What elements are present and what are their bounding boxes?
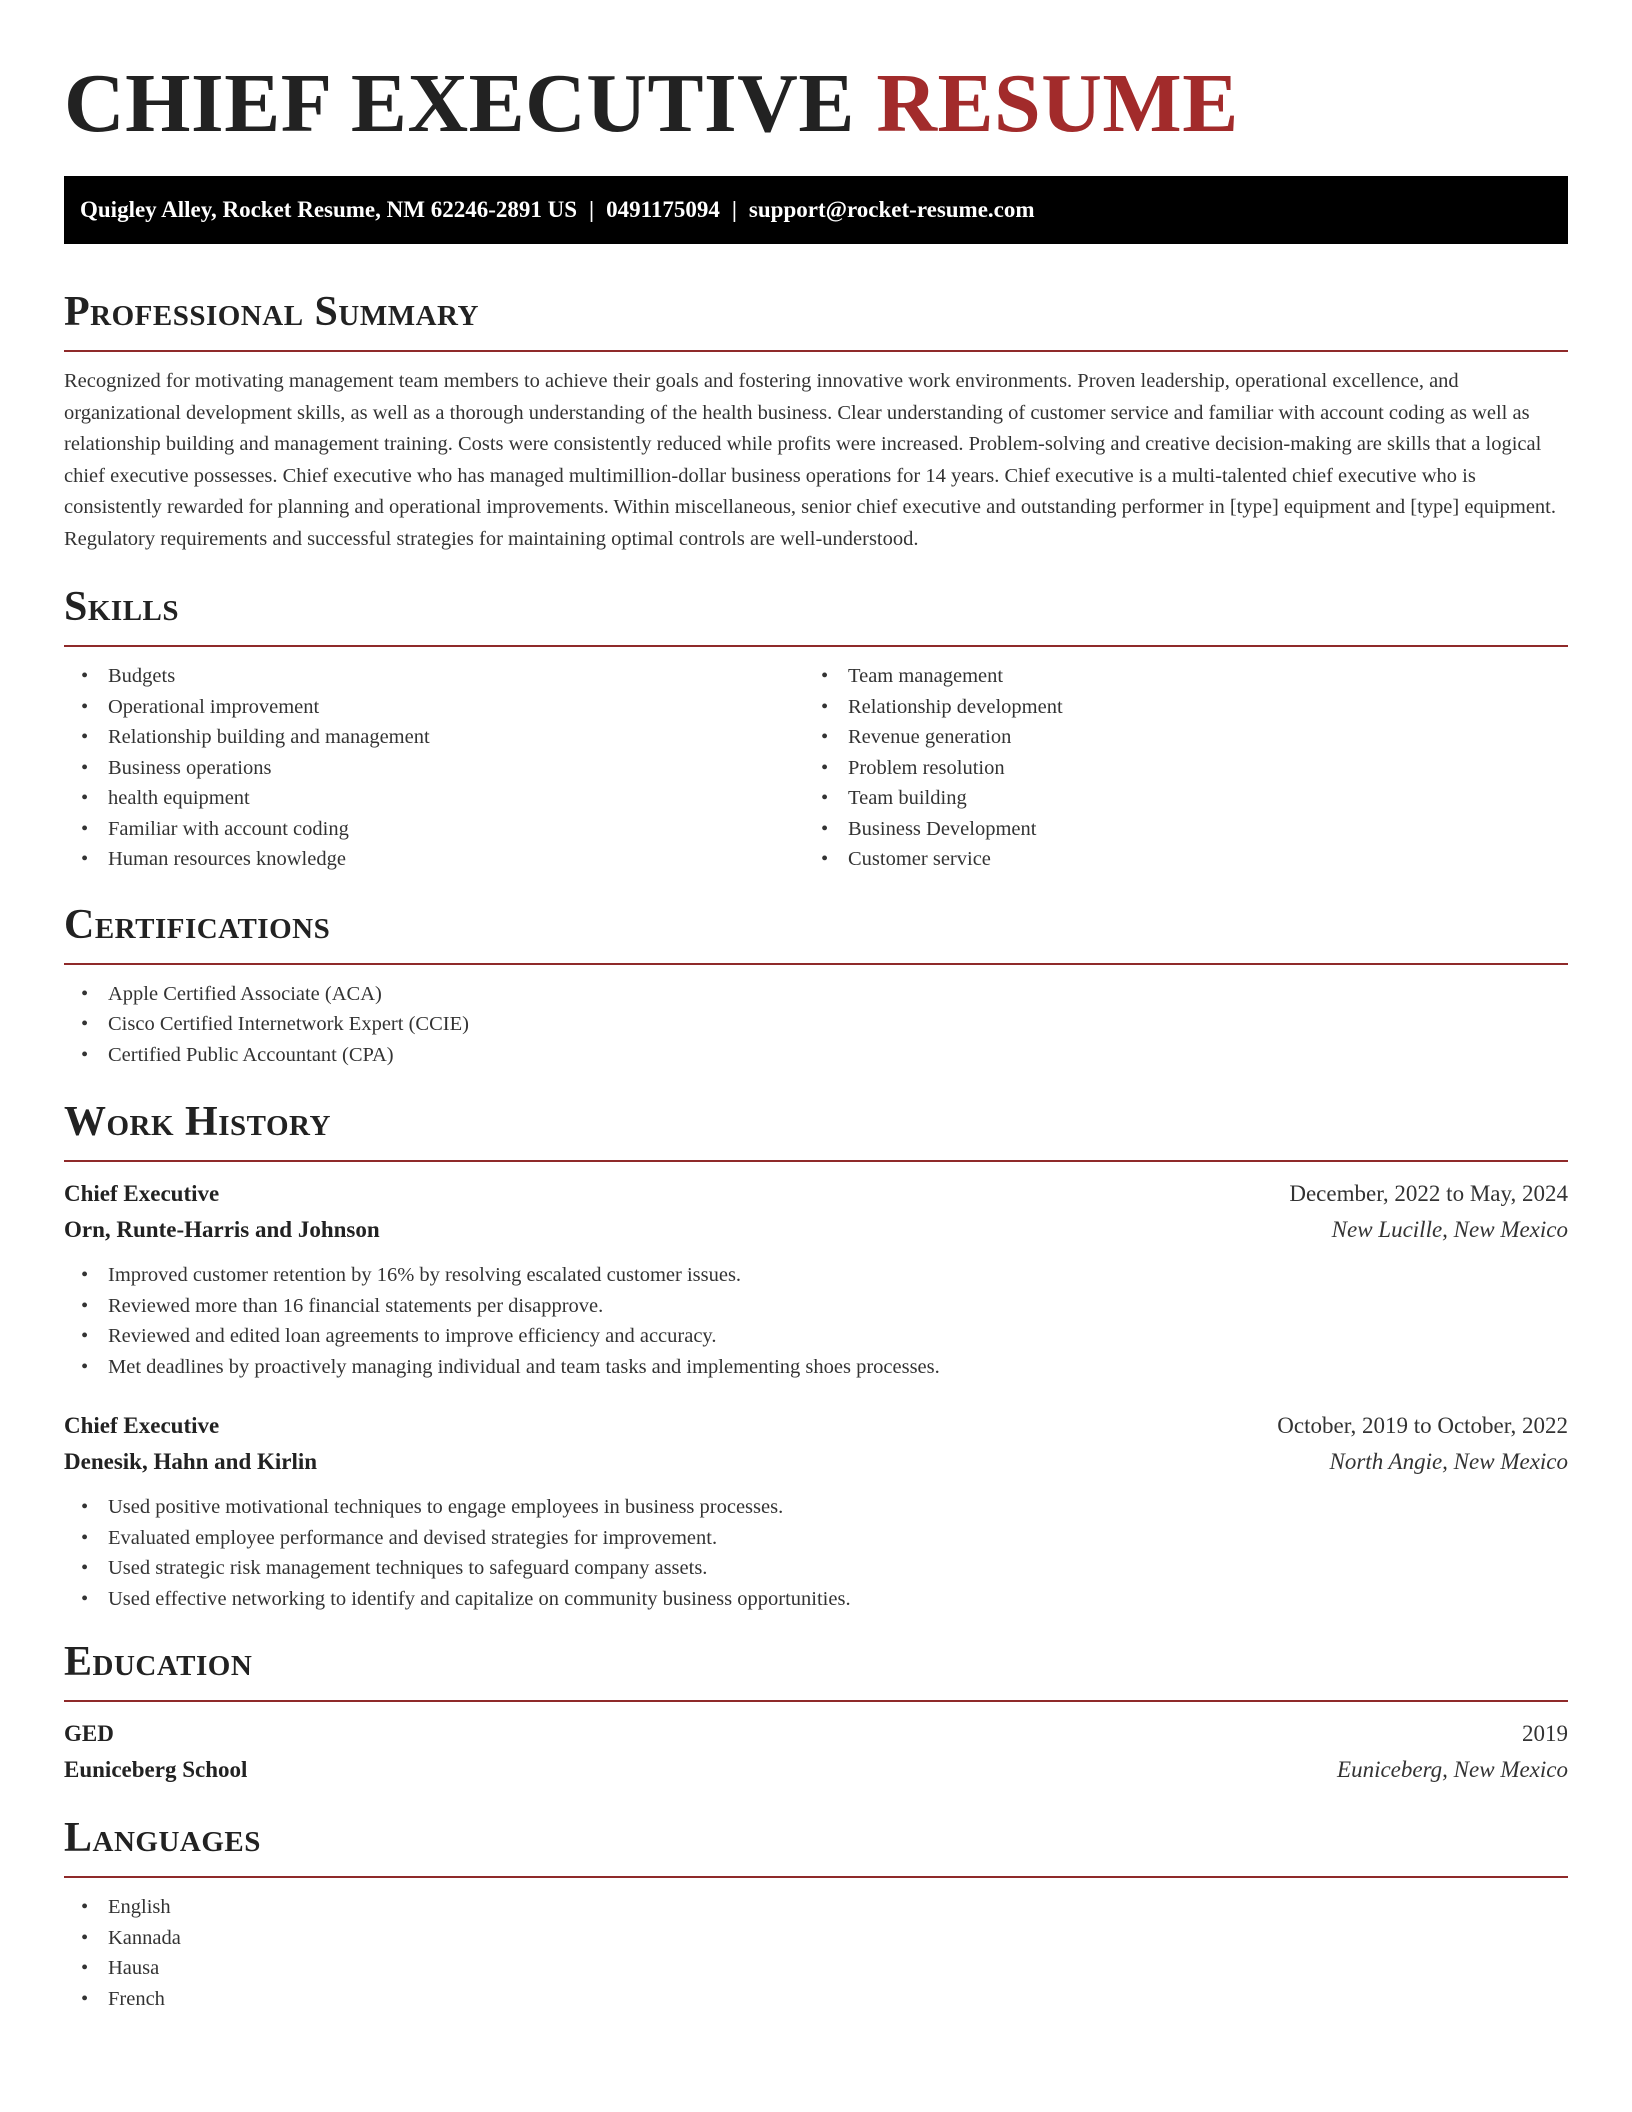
job-bullet: • Used strategic risk management techniques to safeguard company assets. (64, 1553, 1568, 1584)
education-section (64, 1638, 1568, 1788)
language-item: • Kannada (64, 1923, 1568, 1954)
education-location: Euniceberg, New Mexico (1337, 1757, 1568, 1782)
skill-item: • Budgets (64, 661, 804, 692)
language-item: • English (64, 1892, 1568, 1923)
contact-phone[interactable]: 0491175094 (606, 197, 720, 222)
job-bullet: • Reviewed and edited loan agreements to improve efficiency and accuracy. (64, 1321, 1568, 1352)
job-title: Chief Executive (64, 1181, 220, 1206)
section-divider (64, 350, 1568, 352)
section-divider (64, 1160, 1568, 1162)
job-entry (64, 1408, 1568, 1614)
education-school: Euniceberg School (64, 1757, 248, 1782)
contact-bar (64, 176, 1568, 244)
language-item: • French (64, 1984, 1568, 2015)
section-divider (64, 1700, 1568, 1702)
certification-item: • Cisco Certified Internetwork Expert (CCIE) (64, 1009, 1568, 1040)
summary-section (64, 288, 1568, 555)
skill-item: • Customer service (804, 844, 1544, 875)
job-company: Denesik, Hahn and Kirlin (64, 1449, 318, 1474)
contact-address: Quigley Alley, Rocket Resume, NM 62246-2891 US (80, 197, 578, 222)
summary-heading: Professional Summary (64, 289, 479, 335)
contact-separator: | (589, 197, 595, 222)
education-degree: GED (64, 1721, 114, 1746)
skill-item: • Team building (804, 783, 1544, 814)
skills-list-left (64, 661, 804, 875)
skill-item: • Team management (804, 661, 1544, 692)
job-header (64, 1176, 1568, 1212)
language-item: • Hausa (64, 1953, 1568, 1984)
education-heading: Education (64, 1639, 253, 1685)
skill-item: • Relationship development (804, 692, 1544, 723)
skill-item: • Operational improvement (64, 692, 804, 723)
section-divider (64, 963, 1568, 965)
skill-item: • Business Development (804, 814, 1544, 845)
certification-item: • Certified Public Accountant (CPA) (64, 1040, 1568, 1071)
job-bullet: • Met deadlines by proactively managing individual and team tasks and implementing shoes processes. (64, 1352, 1568, 1383)
education-subheader (64, 1752, 1568, 1788)
languages-section (64, 1814, 1568, 2014)
skills-section (64, 583, 1568, 875)
job-bullet: • Evaluated employee performance and devised strategies for improvement. (64, 1523, 1568, 1554)
certifications-list (64, 979, 1568, 1071)
education-entry (64, 1716, 1568, 1788)
skill-item: • Human resources knowledge (64, 844, 804, 875)
skills-list-right (804, 661, 1544, 875)
job-location: North Angie, New Mexico (1329, 1449, 1568, 1474)
title-main: CHIEF EXECUTIVE (64, 57, 855, 150)
job-entry (64, 1176, 1568, 1382)
section-divider (64, 1876, 1568, 1878)
job-subheader (64, 1444, 1568, 1480)
job-bullets (64, 1492, 1568, 1614)
education-year: 2019 (1522, 1721, 1568, 1746)
skill-item: • Revenue generation (804, 722, 1544, 753)
section-divider (64, 645, 1568, 647)
job-dates: December, 2022 to May, 2024 (1289, 1181, 1568, 1206)
skills-heading: Skills (64, 584, 180, 630)
job-bullet: • Improved customer retention by 16% by resolving escalated customer issues. (64, 1260, 1568, 1291)
job-bullet: • Used effective networking to identify and capitalize on community business opportunities. (64, 1584, 1568, 1615)
summary-text: Recognized for motivating management team members to achieve their goals and fostering innovative work environments. Proven leadership, operational excellence, and organizational development skills, as well as a thorough understanding of the health business. Clear understanding of customer service and familiar with account coding as well as relationship building and management training. Costs were consistently reduced while profits were increased. Problem-solving and creative decision-making are skills that a logical chief executive possesses. Chief executive who has managed multimillion-dollar business operations for 14 years. Chief executive is a multi-talented chief executive who is consistently rewarded for planning and operational improvements. Within miscellaneous, senior chief executive and outstanding performer in [type] equipment and [type] equipment. Regulatory requirements and successful strategies for maintaining optimal controls are well-understood. (64, 370, 1557, 550)
certifications-heading: Certifications (64, 901, 331, 948)
job-subheader (64, 1212, 1568, 1248)
skill-item: • Relationship building and management (64, 722, 804, 753)
job-header (64, 1408, 1568, 1444)
job-bullet: • Reviewed more than 16 financial statements per disapprove. (64, 1291, 1568, 1322)
job-bullets (64, 1260, 1568, 1382)
skills-grid (64, 661, 1568, 875)
certification-item: • Apple Certified Associate (ACA) (64, 979, 1568, 1010)
contact-separator: | (731, 197, 737, 222)
work-history-heading: Work History (64, 1099, 331, 1145)
certifications-section (64, 901, 1568, 1071)
job-dates: October, 2019 to October, 2022 (1277, 1413, 1568, 1438)
education-header (64, 1716, 1568, 1752)
resume-title (64, 0, 1568, 152)
job-location: New Lucille, New Mexico (1331, 1217, 1568, 1242)
job-company: Orn, Runte-Harris and Johnson (64, 1217, 380, 1242)
skill-item: • Business operations (64, 753, 804, 784)
work-history-section (64, 1098, 1568, 1614)
languages-list (64, 1892, 1568, 2014)
languages-heading: Languages (64, 1815, 261, 1861)
skill-item: • health equipment (64, 783, 804, 814)
skill-item: • Problem resolution (804, 753, 1544, 784)
contact-email[interactable]: support@rocket-resume.com (748, 197, 1035, 222)
title-accent: RESUME (876, 57, 1239, 150)
job-bullet: • Used positive motivational techniques to engage employees in business processes. (64, 1492, 1568, 1523)
job-title: Chief Executive (64, 1413, 220, 1438)
skill-item: • Familiar with account coding (64, 814, 804, 845)
